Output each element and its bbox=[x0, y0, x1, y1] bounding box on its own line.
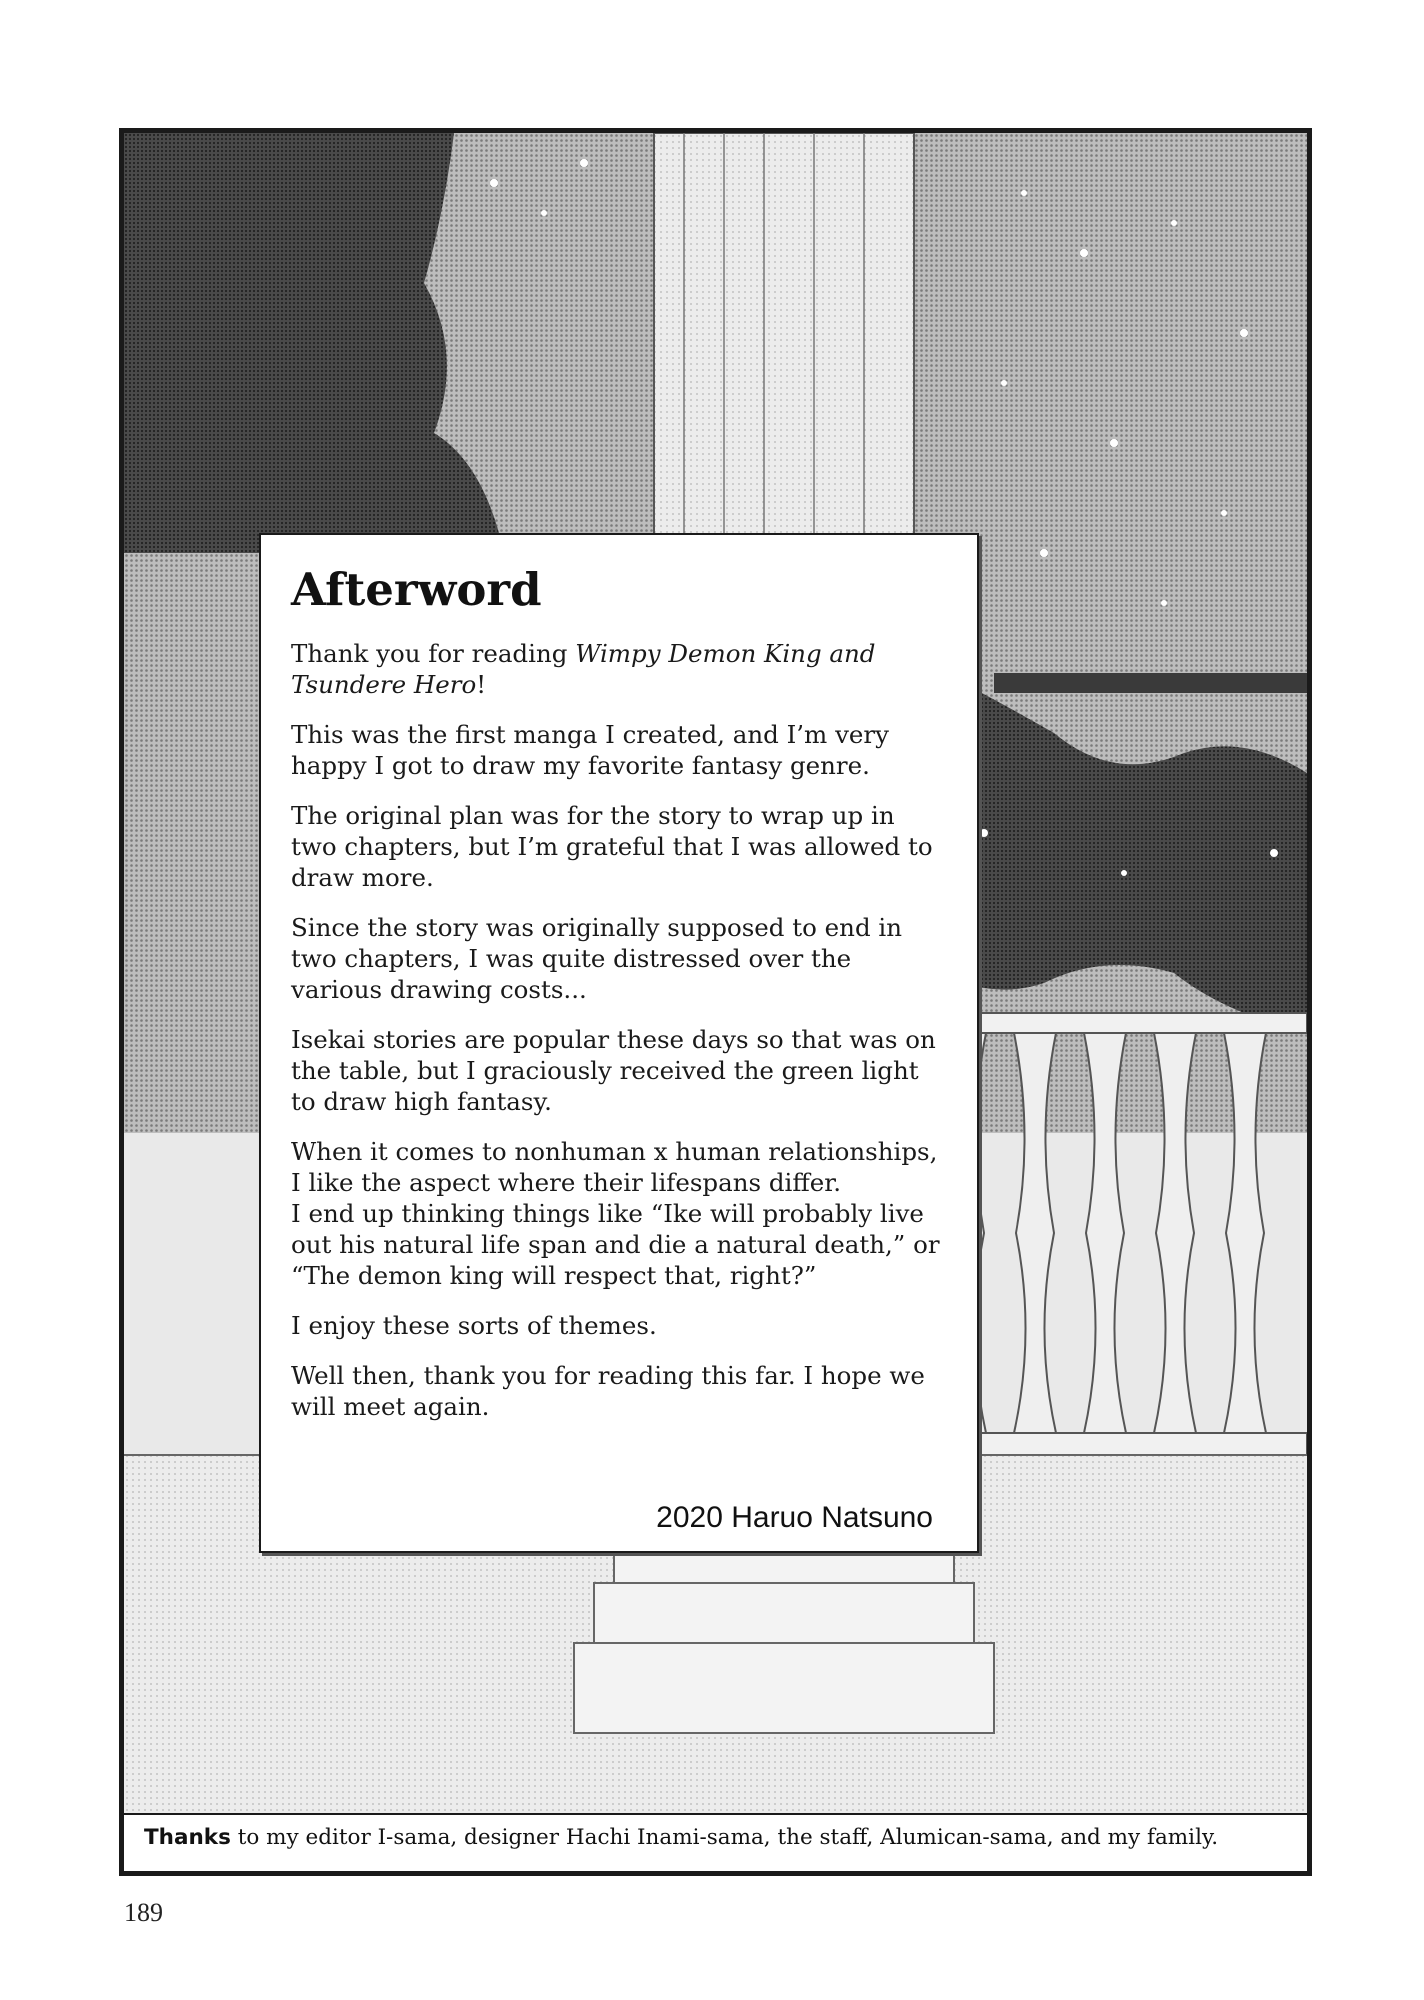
afterword-paragraph-6a: When it comes to nonhuman x human relationships, I like the aspect where their lifespans differ. bbox=[291, 1137, 938, 1197]
thanks-line bbox=[124, 1813, 1307, 1871]
afterword-paragraph-6b: I end up thinking things like “Ike will probably live out his natural life span and die a natural death,” or “The demon king will respect that, right?” bbox=[291, 1199, 940, 1290]
afterword-title: Afterword bbox=[291, 563, 542, 616]
afterword-paragraph-7: I enjoy these sorts of themes. bbox=[291, 1311, 657, 1340]
thanks-label: Thanks bbox=[144, 1825, 231, 1850]
afterword-paragraph-4: Since the story was originally supposed to end in two chapters, I was quite distressed over the various drawing costs... bbox=[291, 913, 903, 1004]
thanks-text: to my editor I-sama, designer Hachi Inami-sama, the staff, Alumican-sama, and my family. bbox=[230, 1825, 1219, 1850]
afterword-paragraph-3: The original plan was for the story to wrap up in two chapters, but I’m grateful that I was allowed to draw more. bbox=[291, 801, 933, 892]
afterword-paragraph-8: Well then, thank you for reading this far. I hope we will meet again. bbox=[291, 1361, 925, 1421]
afterword-paragraph-1 bbox=[291, 638, 947, 700]
afterword-p1-pre: Thank you for reading bbox=[291, 639, 576, 668]
manga-panel bbox=[119, 128, 1312, 1876]
signature: 2020 Haruo Natsuno bbox=[656, 1501, 933, 1534]
afterword-paragraph-5: Isekai stories are popular these days so that was on the table, but I graciously received the green light to draw high fantasy. bbox=[291, 1025, 936, 1116]
afterword-paragraph-2: This was the first manga I created, and I’m very happy I got to draw my favorite fantasy genre. bbox=[291, 720, 889, 780]
page-number: 189 bbox=[124, 1898, 163, 1927]
book-title: Wimpy Demon King and Tsundere Hero bbox=[291, 639, 876, 699]
afterword-p1-post: ! bbox=[476, 670, 487, 699]
afterword-box bbox=[259, 533, 979, 1553]
